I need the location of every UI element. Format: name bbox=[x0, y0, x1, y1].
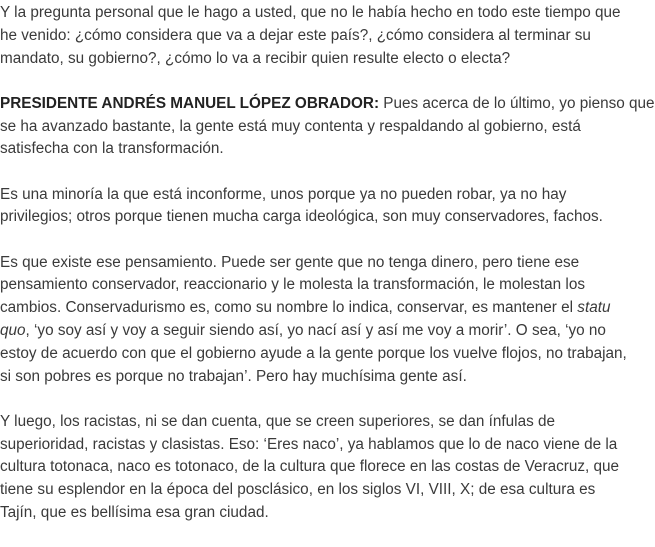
text-line: se ha avanzado bastante, la gente está muy contenta y respaldando al gobierno, está bbox=[0, 117, 581, 135]
text-fragment: cambios. Conservadurismo es, como su nombre lo indica, conservar, es mantener el bbox=[0, 299, 578, 317]
text-line: Es una minoría la que está inconforme, unos porque ya no pueden robar, ya no hay bbox=[0, 185, 567, 203]
text-line bbox=[0, 297, 611, 320]
text-fragment: Pues acerca de lo último, yo pienso que bbox=[379, 94, 655, 112]
text-line: Y la pregunta personal que le hago a usted, que no le había hecho en todo este tiempo que bbox=[0, 4, 621, 21]
paragraph-answer-intro bbox=[0, 93, 655, 161]
paragraph-question bbox=[0, 2, 621, 70]
text-line: estoy de acuerdo con que el gobierno ayude a la gente porque los vuelve flojos, no trabajan, bbox=[0, 344, 627, 362]
text-line: privilegios; otros porque tienen mucha carga ideológica, son muy conservadores, fachos. bbox=[0, 208, 603, 226]
text-line: he venido: ¿cómo considera que va a dejar este país?, ¿cómo considera al terminar su bbox=[0, 26, 591, 44]
text-line: tiene su esplendor en la época del posclásico, en los siglos VI, VIII, X; de esa cultura es bbox=[0, 481, 596, 499]
text-line bbox=[0, 93, 655, 116]
text-line: satisfecha con la transformación. bbox=[0, 140, 224, 158]
text-line: mandato, su gobierno?, ¿cómo lo va a recibir quien resulte electo o electa? bbox=[0, 49, 511, 67]
paragraph-conservatism bbox=[0, 252, 627, 389]
text-line: cultura totonaca, naco es totonaco, de la cultura que florece en las costas de Veracruz, que bbox=[0, 458, 620, 476]
text-line bbox=[0, 320, 606, 343]
text-line: si son pobres es porque no trabajan’. Pero hay muchísima gente así. bbox=[0, 367, 467, 385]
text-line: pensamiento conservador, reaccionario y le molesta la transformación, le molestan los bbox=[0, 276, 585, 294]
speaker-name: PRESIDENTE ANDRÉS MANUEL LÓPEZ OBRADOR: bbox=[0, 94, 380, 112]
text-fragment: , ‘yo soy así y voy a seguir siendo así, yo nací así y así me voy a morir’. O sea, ‘yo no bbox=[25, 321, 606, 339]
text-line: Es que existe ese pensamiento. Puede ser gente que no tenga dinero, pero tiene ese bbox=[0, 253, 580, 271]
paragraph-racism bbox=[0, 411, 620, 525]
paragraph-minority bbox=[0, 184, 603, 230]
italic-term: quo bbox=[0, 321, 26, 339]
italic-term: statu bbox=[577, 299, 611, 317]
text-line: superioridad, racistas y clasistas. Eso: ‘Eres naco’, ya hablamos que lo de naco viene de la bbox=[0, 435, 618, 453]
text-line: Tajín, que es bellísima esa gran ciudad. bbox=[0, 503, 269, 521]
text-line: Y luego, los racistas, ni se dan cuenta, que se creen superiores, se dan ínfulas de bbox=[0, 412, 555, 430]
